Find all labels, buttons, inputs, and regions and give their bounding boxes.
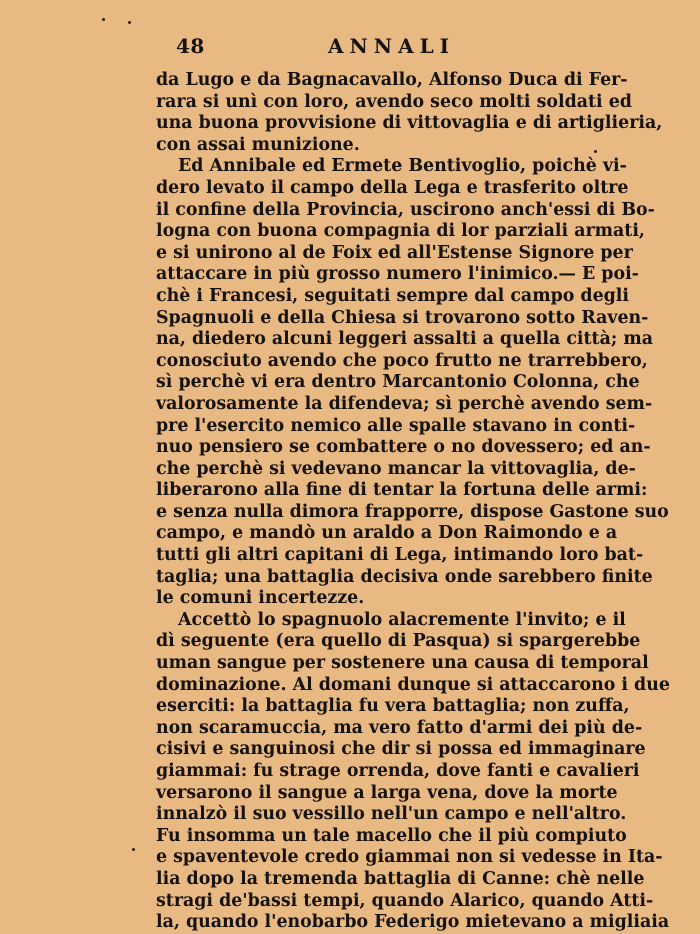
text-line: uman sangue per sostenere una causa di temporal — [156, 653, 649, 674]
text-line: da Lugo e da Bagnacavallo, Alfonso Duca di Fer- — [156, 70, 628, 90]
ink-speck — [128, 21, 131, 24]
text-line: stragi de'bassi tempi, quando Alarico, quando Atti- — [156, 890, 654, 911]
text-line: liberarono alla fine di tentar la fortuna delle armi: — [156, 480, 648, 501]
text-line: dominazione. Al domani dunque si attaccarono i due — [156, 674, 670, 695]
text-line: nuo pensiero se combattere o no dovessero; ed an- — [156, 437, 651, 458]
text-line: lia dopo la tremenda battaglia di Canne: chè nelle — [156, 868, 645, 889]
text-line: dì seguente (era quello di Pasqua) si spargerebbe — [156, 631, 641, 652]
text-line: campo, e mandò un araldo a Don Raimondo e a — [156, 523, 618, 544]
text-line: che perchè si vedevano mancar la vittovaglia, de- — [156, 458, 636, 479]
ink-speck — [102, 18, 105, 21]
text-line: rara si unì con loro, avendo seco molti soldati ed — [156, 91, 632, 112]
text-line: dero levato il campo della Lega e trasferito oltre — [156, 177, 629, 198]
text-line: pre l'esercito nemico alle spalle stavano in conti- — [156, 415, 636, 436]
text-line: e senza nulla dimora frapporre, dispose Gastone suo — [156, 501, 669, 522]
text-line: una buona provvisione di vittovaglia e di artiglieria, — [156, 113, 663, 134]
text-line: conosciuto avendo che poco frutto ne trarrebbero, — [156, 350, 648, 371]
text-line: logna con buona compagnia di lor parziali armati, — [156, 221, 645, 242]
ink-speck — [594, 150, 597, 153]
text-line: e si unirono al de Foix ed all'Estense Signore per — [156, 242, 633, 263]
text-line: Ed Annibale ed Ermete Bentivoglio, poichè vi- — [178, 156, 627, 177]
text-line: versarono il sangue a larga vena, dove la morte — [156, 782, 618, 803]
text-line: con assai munizione. — [156, 134, 360, 155]
text-line: valorosamente la difendeva; sì perchè avendo sem- — [156, 393, 653, 414]
text-line: e spaventevole credo giammai non si vedesse in Ita- — [156, 847, 663, 868]
text-line: la, quando l'enobarbo Federigo mietevano a migliaia — [156, 912, 670, 933]
text-line: cisivi e sanguinosi che dir si possa ed immaginare — [156, 739, 646, 760]
text-line: chè i Francesi, seguitati sempre dal campo degli — [156, 285, 630, 306]
text-line: Fu insomma un tale macello che il più compiuto — [156, 825, 627, 846]
running-head: ANNALI — [328, 34, 456, 58]
text-line: na, diedero alcuni leggeri assalti a quella città; ma — [156, 329, 654, 350]
body-text — [156, 70, 670, 934]
text-line: sì perchè vi era dentro Marcantonio Colonna, che — [156, 372, 640, 393]
text-line: Accettò lo spagnuolo alacremente l'invito; e il — [178, 609, 626, 630]
text-line: tutti gli altri capitani di Lega, intimando loro bat- — [156, 545, 644, 566]
text-line: Spagnuoli e della Chiesa si trovarono sotto Raven- — [156, 307, 649, 328]
text-line: le comuni incertezze. — [156, 588, 365, 609]
text-line: il confine della Provincia, uscirono anch'essi di Bo- — [156, 199, 655, 220]
text-line: eserciti: la battaglia fu vera battaglia; non zuffa, — [156, 696, 630, 717]
text-line: innalzò il suo vessillo nell'un campo e nell'altro. — [156, 804, 627, 825]
text-line: attaccare in più grosso numero l'inimico.— E poi- — [156, 264, 639, 285]
text-line: taglia; una battaglia decisiva onde sarebbero finite — [156, 566, 653, 587]
text-line: non scaramuccia, ma vero fatto d'armi dei più de- — [156, 717, 643, 738]
page-number: 48 — [176, 34, 205, 58]
ink-speck — [132, 848, 135, 851]
page-header — [176, 34, 616, 62]
text-line: giammai: fu strage orrenda, dove fanti e cavalieri — [156, 761, 640, 781]
